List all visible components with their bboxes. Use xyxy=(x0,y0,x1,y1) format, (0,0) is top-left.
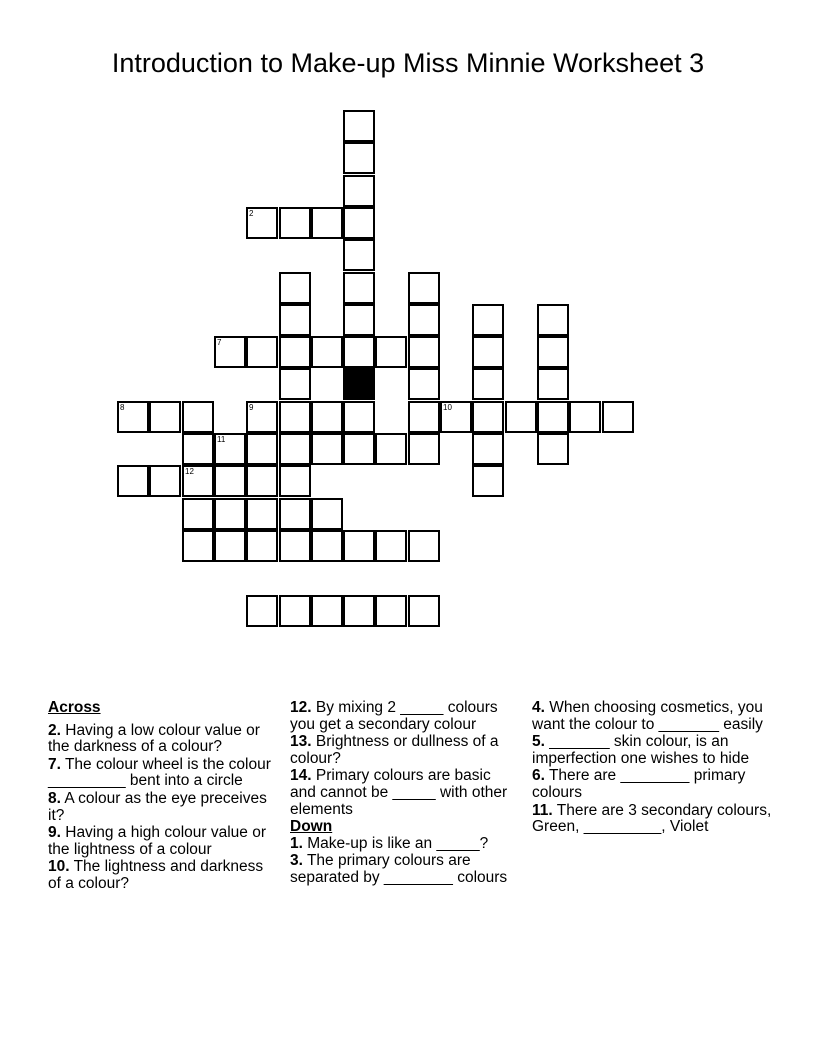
clue-item-number: 13. xyxy=(290,733,312,751)
grid-cell[interactable] xyxy=(343,272,375,304)
grid-cell[interactable] xyxy=(311,530,343,562)
grid-cell[interactable] xyxy=(408,336,440,368)
clue-item-text: Primary colours are basic and cannot be _____ with other elements xyxy=(290,767,508,818)
grid-cell[interactable] xyxy=(408,595,440,627)
clues-column-1 xyxy=(48,700,276,894)
clue-item-number: 4. xyxy=(532,699,545,716)
grid-cell[interactable] xyxy=(472,368,504,400)
clue-item-number: 14. xyxy=(290,767,312,785)
clue-item xyxy=(48,723,276,756)
grid-cell[interactable] xyxy=(408,368,440,400)
clue-item-text: There are ________ primary colours xyxy=(532,767,746,801)
clue-item-text: The colour wheel is the colour _________ bent into a circle xyxy=(48,755,271,790)
grid-cell[interactable] xyxy=(117,401,149,433)
grid-cell[interactable] xyxy=(408,433,440,465)
grid-cell[interactable] xyxy=(279,465,311,497)
grid-cell[interactable] xyxy=(279,368,311,400)
grid-cell[interactable] xyxy=(279,498,311,530)
grid-cell[interactable] xyxy=(375,336,407,368)
grid-cell[interactable] xyxy=(472,433,504,465)
clue-item-text: A colour as the eye preceives it? xyxy=(48,789,267,824)
grid-cell[interactable] xyxy=(246,207,278,239)
grid-cell[interactable] xyxy=(246,336,278,368)
clue-item-number: 3. xyxy=(290,852,303,870)
clue-item xyxy=(290,768,518,818)
grid-cell[interactable] xyxy=(343,239,375,271)
clue-item xyxy=(290,700,518,733)
grid-cell[interactable] xyxy=(311,498,343,530)
grid-cell[interactable] xyxy=(472,336,504,368)
grid-cell[interactable] xyxy=(279,272,311,304)
grid-cell[interactable] xyxy=(472,304,504,336)
clue-item-number: 5. xyxy=(532,733,545,751)
clue-item xyxy=(532,734,772,767)
grid-cell[interactable] xyxy=(602,401,634,433)
clue-item xyxy=(48,825,276,858)
clue-item xyxy=(532,768,772,801)
grid-cell[interactable] xyxy=(246,433,278,465)
clue-item xyxy=(290,734,518,767)
down-clue-list xyxy=(290,836,518,887)
grid-cell[interactable] xyxy=(569,401,601,433)
grid-cell[interactable] xyxy=(246,530,278,562)
grid-cell[interactable] xyxy=(343,207,375,239)
clue-item-number: 2. xyxy=(48,721,61,739)
grid-cell[interactable] xyxy=(311,433,343,465)
grid-cell[interactable] xyxy=(343,304,375,336)
grid-cell[interactable] xyxy=(214,433,246,465)
grid-cell[interactable] xyxy=(343,595,375,627)
across-clue-list xyxy=(48,723,276,893)
grid-cell[interactable] xyxy=(311,336,343,368)
clue-item-number: 12. xyxy=(290,699,312,716)
clue-number: 11 xyxy=(217,435,226,444)
grid-cell[interactable] xyxy=(343,175,375,207)
grid-cell[interactable] xyxy=(279,530,311,562)
grid-cell[interactable] xyxy=(279,595,311,627)
across-heading: Across xyxy=(48,699,101,716)
grid-cell[interactable] xyxy=(408,530,440,562)
clue-number: 9 xyxy=(249,403,254,412)
clues-column-3 xyxy=(532,700,772,837)
grid-cell[interactable] xyxy=(440,401,472,433)
grid-cell[interactable] xyxy=(182,433,214,465)
grid-cell[interactable] xyxy=(246,498,278,530)
clue-item xyxy=(48,859,276,892)
clue-item-text: The lightness and darkness of a colour? xyxy=(48,858,264,892)
grid-cell[interactable] xyxy=(182,530,214,562)
grid-cell[interactable] xyxy=(343,336,375,368)
clue-item-text: When choosing cosmetics, you want the colour to _______ easily xyxy=(532,699,763,733)
clue-number: 8 xyxy=(120,403,125,412)
grid-cell[interactable] xyxy=(375,530,407,562)
clue-number: 2 xyxy=(249,209,254,218)
clue-item-text: Make-up is like an _____? xyxy=(302,834,489,852)
grid-cell[interactable] xyxy=(182,498,214,530)
clue-item xyxy=(290,853,518,886)
grid-cell[interactable] xyxy=(246,465,278,497)
grid-cell[interactable] xyxy=(537,368,569,400)
grid-cell[interactable] xyxy=(408,304,440,336)
grid-cell[interactable] xyxy=(408,401,440,433)
clue-item-text: Brightness or dullness of a colour? xyxy=(290,733,499,767)
clue-item xyxy=(532,700,772,733)
grid-cell[interactable] xyxy=(537,304,569,336)
grid-cell[interactable] xyxy=(279,401,311,433)
grid-cell[interactable] xyxy=(117,465,149,497)
grid-cell[interactable] xyxy=(375,433,407,465)
grid-cell[interactable] xyxy=(343,433,375,465)
grid-cell[interactable] xyxy=(375,595,407,627)
clue-item-number: 8. xyxy=(48,789,61,807)
clue-item-number: 1. xyxy=(290,834,303,852)
grid-cell[interactable] xyxy=(214,530,246,562)
page-title: Introduction to Make-up Miss Minnie Worksheet 3 xyxy=(111,48,705,78)
grid-cell[interactable] xyxy=(343,530,375,562)
grid-cell[interactable] xyxy=(408,272,440,304)
clue-item-number: 9. xyxy=(48,824,61,842)
grid-cell[interactable] xyxy=(472,401,504,433)
down-clue-list-continued xyxy=(532,700,772,836)
grid-cell[interactable] xyxy=(246,401,278,433)
down-heading: Down xyxy=(290,818,333,836)
clues-column-2 xyxy=(290,700,518,888)
clue-item xyxy=(290,836,518,853)
grid-cell[interactable] xyxy=(279,207,311,239)
grid-cell[interactable] xyxy=(537,336,569,368)
grid-cell[interactable] xyxy=(279,433,311,465)
clue-number: 10 xyxy=(443,403,452,412)
grid-cell[interactable] xyxy=(343,401,375,433)
grid-cell[interactable] xyxy=(214,465,246,497)
clue-item xyxy=(532,803,772,836)
grid-cell[interactable] xyxy=(472,465,504,497)
clue-item xyxy=(48,757,276,790)
clue-number: 7 xyxy=(217,338,222,347)
clue-number: 12 xyxy=(185,467,194,476)
grid-cell[interactable] xyxy=(279,304,311,336)
grid-cell[interactable] xyxy=(149,465,181,497)
grid-cell[interactable] xyxy=(214,498,246,530)
grid-block-cell xyxy=(343,368,375,400)
grid-cell[interactable] xyxy=(537,433,569,465)
grid-cell[interactable] xyxy=(149,401,181,433)
grid-cell[interactable] xyxy=(246,595,278,627)
grid-cell[interactable] xyxy=(537,401,569,433)
clue-item-text: There are 3 secondary colours, Green, _________, Violet xyxy=(532,801,772,836)
grid-cell[interactable] xyxy=(214,336,246,368)
grid-cell[interactable] xyxy=(279,336,311,368)
grid-cell[interactable] xyxy=(311,207,343,239)
grid-cell[interactable] xyxy=(182,465,214,497)
clue-item-number: 7. xyxy=(48,755,61,773)
clue-item-text: _______ skin colour, is an imperfection one wishes to hide xyxy=(532,733,750,767)
clue-item-text: The primary colours are separated by ________ colours xyxy=(290,852,508,886)
grid-cell[interactable] xyxy=(311,401,343,433)
clue-item-text: Having a high colour value or the lightness of a colour xyxy=(48,824,267,858)
clue-item xyxy=(48,791,276,824)
grid-cell[interactable] xyxy=(343,142,375,174)
grid-cell[interactable] xyxy=(505,401,537,433)
grid-cell[interactable] xyxy=(311,595,343,627)
clue-item-number: 10. xyxy=(48,858,70,876)
clue-item-text: Having a low colour value or the darkness of a colour? xyxy=(48,721,260,756)
grid-cell[interactable] xyxy=(182,401,214,433)
grid-cell[interactable] xyxy=(343,110,375,142)
clue-item-number: 11. xyxy=(532,801,553,819)
clue-item-text: By mixing 2 _____ colours you get a secondary colour xyxy=(290,699,498,733)
clue-item-number: 6. xyxy=(532,767,545,785)
across-clue-list-continued xyxy=(290,700,518,818)
